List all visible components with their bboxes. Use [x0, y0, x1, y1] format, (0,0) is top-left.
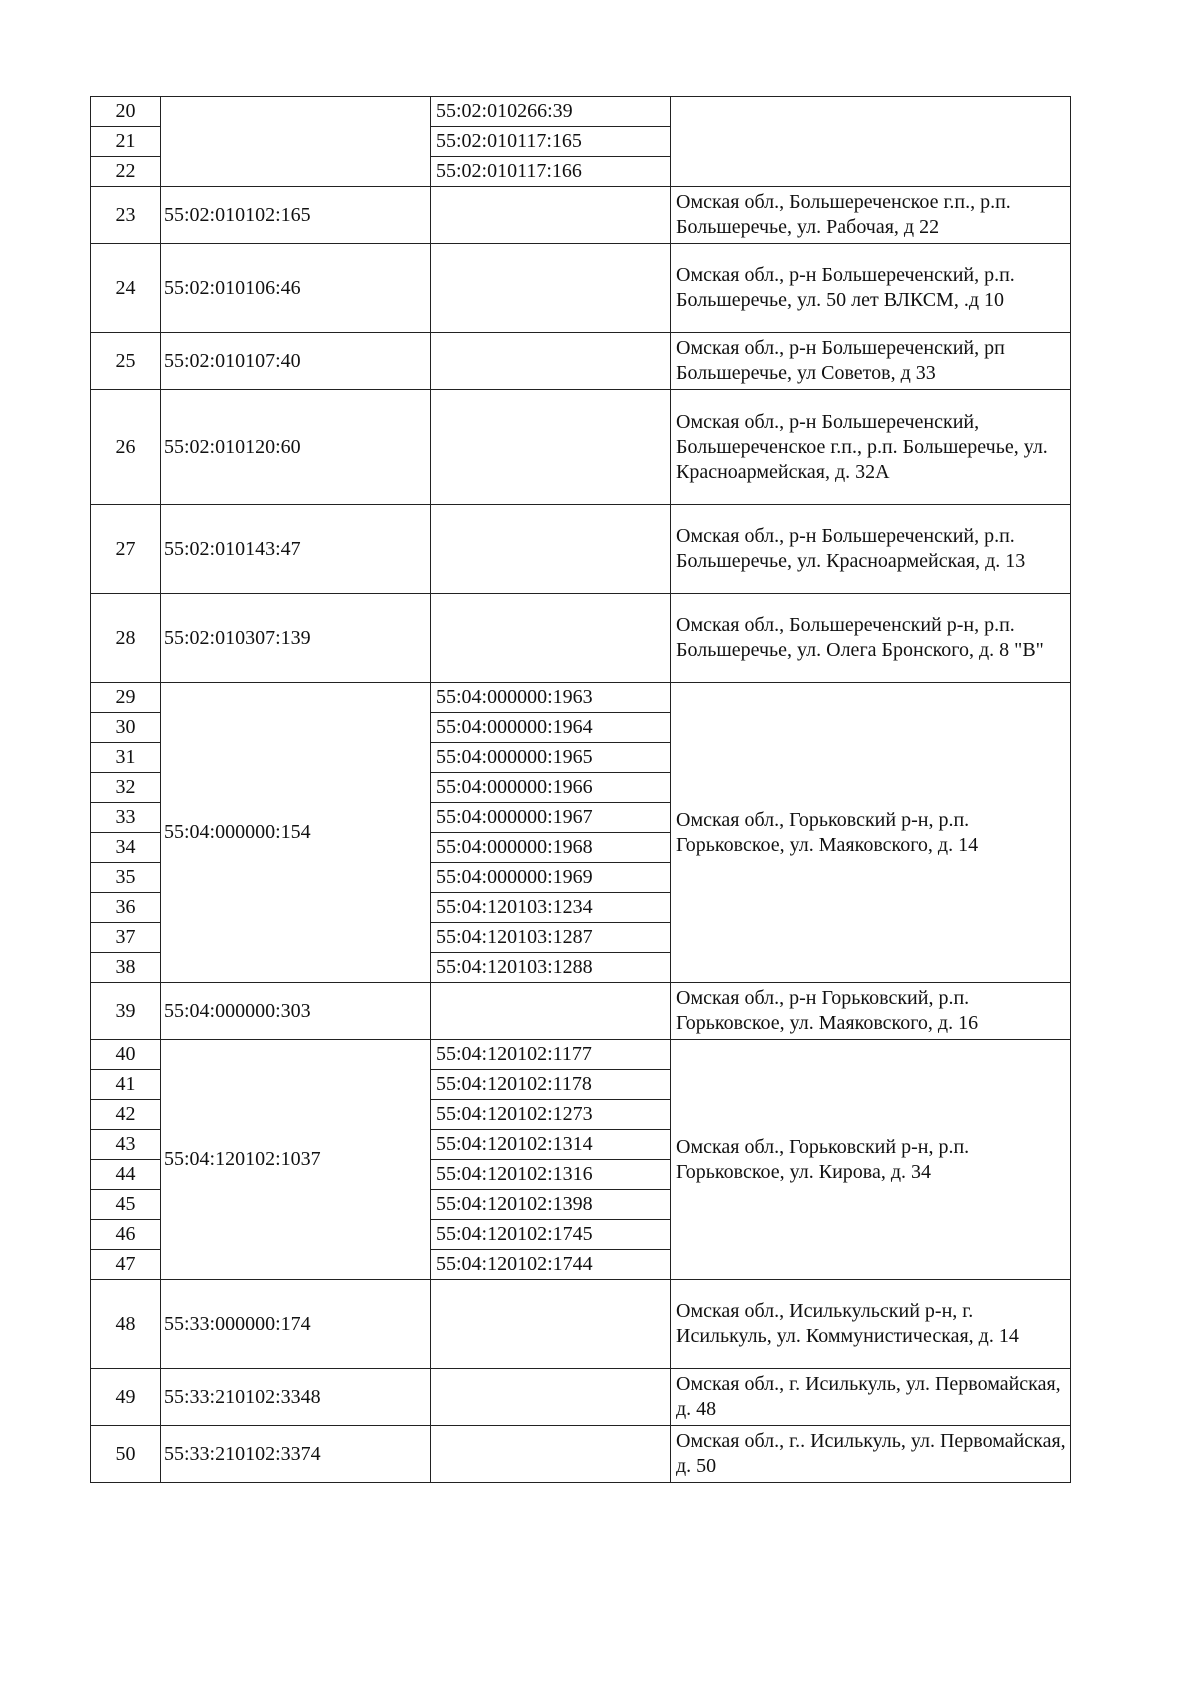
sub-cadastral-number: 55:04:120103:1287	[431, 923, 671, 953]
row-number: 49	[91, 1369, 161, 1426]
sub-cadastral-number	[431, 1426, 671, 1483]
cadastral-number: 55:33:210102:3348	[161, 1369, 431, 1426]
row-number: 25	[91, 333, 161, 390]
address: Омская обл., р-н Большереченский, Большереченское г.п., р.п. Большеречье, ул. Красноармейская, д. 32А	[671, 390, 1071, 505]
sub-cadastral-number: 55:04:000000:1969	[431, 863, 671, 893]
table-row	[91, 594, 1071, 683]
address: Омская обл., Горьковский р-н, р.п. Горьковское, ул. Маяковского, д. 14	[671, 683, 1071, 983]
sub-cadastral-number: 55:02:010117:165	[431, 127, 671, 157]
row-number: 47	[91, 1250, 161, 1280]
address: Омская обл., Горьковский р-н, р.п. Горьковское, ул. Кирова, д. 34	[671, 1040, 1071, 1280]
sub-cadastral-number: 55:04:120102:1745	[431, 1220, 671, 1250]
address: Омская обл., р-н Большереченский, р.п. Большеречье, ул. Красноармейская, д. 13	[671, 505, 1071, 594]
table-row	[91, 1426, 1071, 1483]
sub-cadastral-number: 55:04:120102:1398	[431, 1190, 671, 1220]
row-number: 44	[91, 1160, 161, 1190]
cadastral-number: 55:04:000000:154	[161, 683, 431, 983]
cadastral-number: 55:02:010107:40	[161, 333, 431, 390]
row-number: 39	[91, 983, 161, 1040]
row-number: 46	[91, 1220, 161, 1250]
sub-cadastral-number	[431, 505, 671, 594]
row-number: 37	[91, 923, 161, 953]
sub-cadastral-number: 55:04:120102:1177	[431, 1040, 671, 1070]
cadastral-number: 55:02:010307:139	[161, 594, 431, 683]
sub-cadastral-number	[431, 594, 671, 683]
address: Омская обл., Исилькульский р-н, г. Исилькуль, ул. Коммунистическая, д. 14	[671, 1280, 1071, 1369]
row-number: 28	[91, 594, 161, 683]
row-number: 42	[91, 1100, 161, 1130]
row-number: 22	[91, 157, 161, 187]
sub-cadastral-number: 55:04:000000:1965	[431, 743, 671, 773]
address: Омская обл., Большереченский р-н, р.п. Большеречье, ул. Олега Бронского, д. 8 "В"	[671, 594, 1071, 683]
document-page	[90, 96, 1071, 1483]
cadastral-number: 55:02:010106:46	[161, 244, 431, 333]
sub-cadastral-number	[431, 390, 671, 505]
row-number: 21	[91, 127, 161, 157]
row-number: 35	[91, 863, 161, 893]
row-number: 27	[91, 505, 161, 594]
row-number: 20	[91, 97, 161, 127]
row-number: 32	[91, 773, 161, 803]
table-row	[91, 390, 1071, 505]
sub-cadastral-number: 55:04:120102:1273	[431, 1100, 671, 1130]
row-number: 41	[91, 1070, 161, 1100]
sub-cadastral-number: 55:04:120102:1314	[431, 1130, 671, 1160]
row-number: 40	[91, 1040, 161, 1070]
table-row	[91, 1369, 1071, 1426]
sub-cadastral-number: 55:04:120102:1316	[431, 1160, 671, 1190]
address: Омская обл., р-н Большереченский, р.п. Большеречье, ул. 50 лет ВЛКСМ, .д 10	[671, 244, 1071, 333]
cadastral-number-cell	[161, 97, 431, 187]
sub-cadastral-number: 55:04:000000:1964	[431, 713, 671, 743]
row-number: 38	[91, 953, 161, 983]
cadastral-number: 55:33:210102:3374	[161, 1426, 431, 1483]
row-number: 31	[91, 743, 161, 773]
row-number: 23	[91, 187, 161, 244]
sub-cadastral-number: 55:02:010117:166	[431, 157, 671, 187]
table-row	[91, 505, 1071, 594]
sub-cadastral-number: 55:04:000000:1966	[431, 773, 671, 803]
address: Омская обл., г.. Исилькуль, ул. Первомайская, д. 50	[671, 1426, 1071, 1483]
sub-cadastral-number	[431, 1280, 671, 1369]
address-cell	[671, 97, 1071, 187]
sub-cadastral-number	[431, 187, 671, 244]
sub-cadastral-number: 55:02:010266:39	[431, 97, 671, 127]
sub-cadastral-number: 55:04:000000:1967	[431, 803, 671, 833]
row-number: 29	[91, 683, 161, 713]
sub-cadastral-number	[431, 244, 671, 333]
property-table	[90, 96, 1071, 1483]
row-number: 24	[91, 244, 161, 333]
sub-cadastral-number	[431, 983, 671, 1040]
sub-cadastral-number	[431, 333, 671, 390]
address: Омская обл., г. Исилькуль, ул. Первомайская, д. 48	[671, 1369, 1071, 1426]
table-row	[91, 683, 1071, 713]
table-row	[91, 244, 1071, 333]
cadastral-number: 55:04:000000:303	[161, 983, 431, 1040]
table-row	[91, 1040, 1071, 1070]
sub-cadastral-number: 55:04:120103:1234	[431, 893, 671, 923]
row-number: 43	[91, 1130, 161, 1160]
row-number: 34	[91, 833, 161, 863]
address: Омская обл., р-н Горьковский, р.п. Горьковское, ул. Маяковского, д. 16	[671, 983, 1071, 1040]
cadastral-number: 55:02:010120:60	[161, 390, 431, 505]
address: Омская обл., Большереченское г.п., р.п. Большеречье, ул. Рабочая, д 22	[671, 187, 1071, 244]
table-row	[91, 187, 1071, 244]
row-number: 48	[91, 1280, 161, 1369]
sub-cadastral-number: 55:04:000000:1963	[431, 683, 671, 713]
sub-cadastral-number: 55:04:120102:1178	[431, 1070, 671, 1100]
table-row	[91, 1280, 1071, 1369]
sub-cadastral-number	[431, 1369, 671, 1426]
cadastral-number: 55:33:000000:174	[161, 1280, 431, 1369]
row-number: 45	[91, 1190, 161, 1220]
row-number: 26	[91, 390, 161, 505]
row-number: 30	[91, 713, 161, 743]
row-number: 36	[91, 893, 161, 923]
row-number: 33	[91, 803, 161, 833]
cadastral-number: 55:02:010143:47	[161, 505, 431, 594]
row-number: 50	[91, 1426, 161, 1483]
sub-cadastral-number: 55:04:120102:1744	[431, 1250, 671, 1280]
table-row	[91, 97, 1071, 127]
table-row	[91, 333, 1071, 390]
address: Омская обл., р-н Большереченский, рп Большеречье, ул Советов, д 33	[671, 333, 1071, 390]
sub-cadastral-number: 55:04:000000:1968	[431, 833, 671, 863]
cadastral-number: 55:04:120102:1037	[161, 1040, 431, 1280]
sub-cadastral-number: 55:04:120103:1288	[431, 953, 671, 983]
table-row	[91, 983, 1071, 1040]
cadastral-number: 55:02:010102:165	[161, 187, 431, 244]
